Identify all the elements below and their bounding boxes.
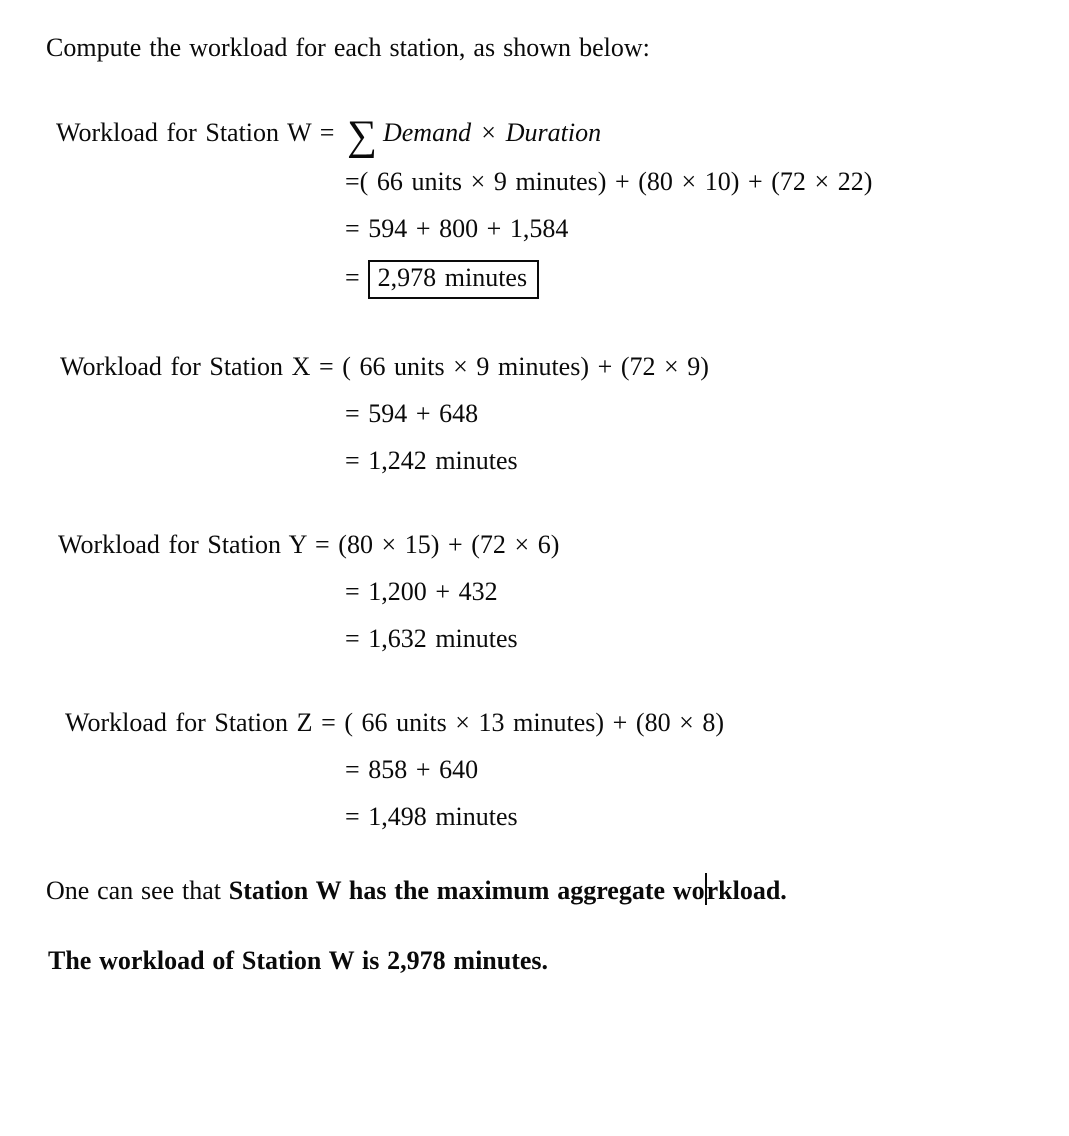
station-w-step-2: = 594 + 800 + 1,584 xyxy=(345,214,569,243)
station-y-block xyxy=(46,529,1049,655)
station-w-block xyxy=(46,110,1049,299)
page-title: Compute the workload for each station, as shown below: xyxy=(46,33,650,62)
station-z-expression: ( 66 units × 13 minutes) + (80 × 8) xyxy=(344,708,725,737)
sigma-symbol: ∑ xyxy=(347,113,377,159)
station-y-expression: (80 × 15) + (72 × 6) xyxy=(338,530,560,559)
station-w-step-1: =( 66 units × 9 minutes) + (80 × 10) + (72 × 22) xyxy=(345,167,873,196)
station-x-label: Workload for Station X = xyxy=(60,352,343,381)
station-w-result-equals: = xyxy=(345,263,360,292)
station-x-step-1: = 594 + 648 xyxy=(345,399,479,428)
station-x-header xyxy=(60,351,1049,383)
station-z-label: Workload for Station Z = xyxy=(65,708,345,737)
station-y-result-line: = 1,632 minutes xyxy=(345,624,518,653)
conclusion-text xyxy=(46,873,1049,908)
station-z-header xyxy=(65,707,1049,739)
station-x-block xyxy=(46,351,1049,477)
station-z-block xyxy=(46,707,1049,833)
conclusion-bold-part1: Station W has the maximum aggregate wo xyxy=(228,876,705,905)
station-w-result-line xyxy=(345,260,1049,299)
station-y-header xyxy=(58,529,1049,561)
station-w-result-box: 2,978 minutes xyxy=(368,260,539,299)
conclusion-bold-part2: rkload. xyxy=(706,876,787,905)
conclusion-prefix: One can see that xyxy=(46,876,229,905)
station-y-step-1: = 1,200 + 432 xyxy=(345,577,498,606)
station-x-result-line: = 1,242 minutes xyxy=(345,446,518,475)
station-z-result-line: = 1,498 minutes xyxy=(345,802,518,831)
final-statement: The workload of Station W is 2,978 minutes. xyxy=(48,946,549,975)
station-w-label: Workload for Station W = xyxy=(56,118,344,147)
station-z-step-1: = 858 + 640 xyxy=(345,755,479,784)
station-x-expression: ( 66 units × 9 minutes) + (72 × 9) xyxy=(342,352,709,381)
station-w-header xyxy=(56,110,1049,159)
station-y-label: Workload for Station Y = xyxy=(58,530,339,559)
station-w-formula: Demand × Duration xyxy=(382,118,602,147)
